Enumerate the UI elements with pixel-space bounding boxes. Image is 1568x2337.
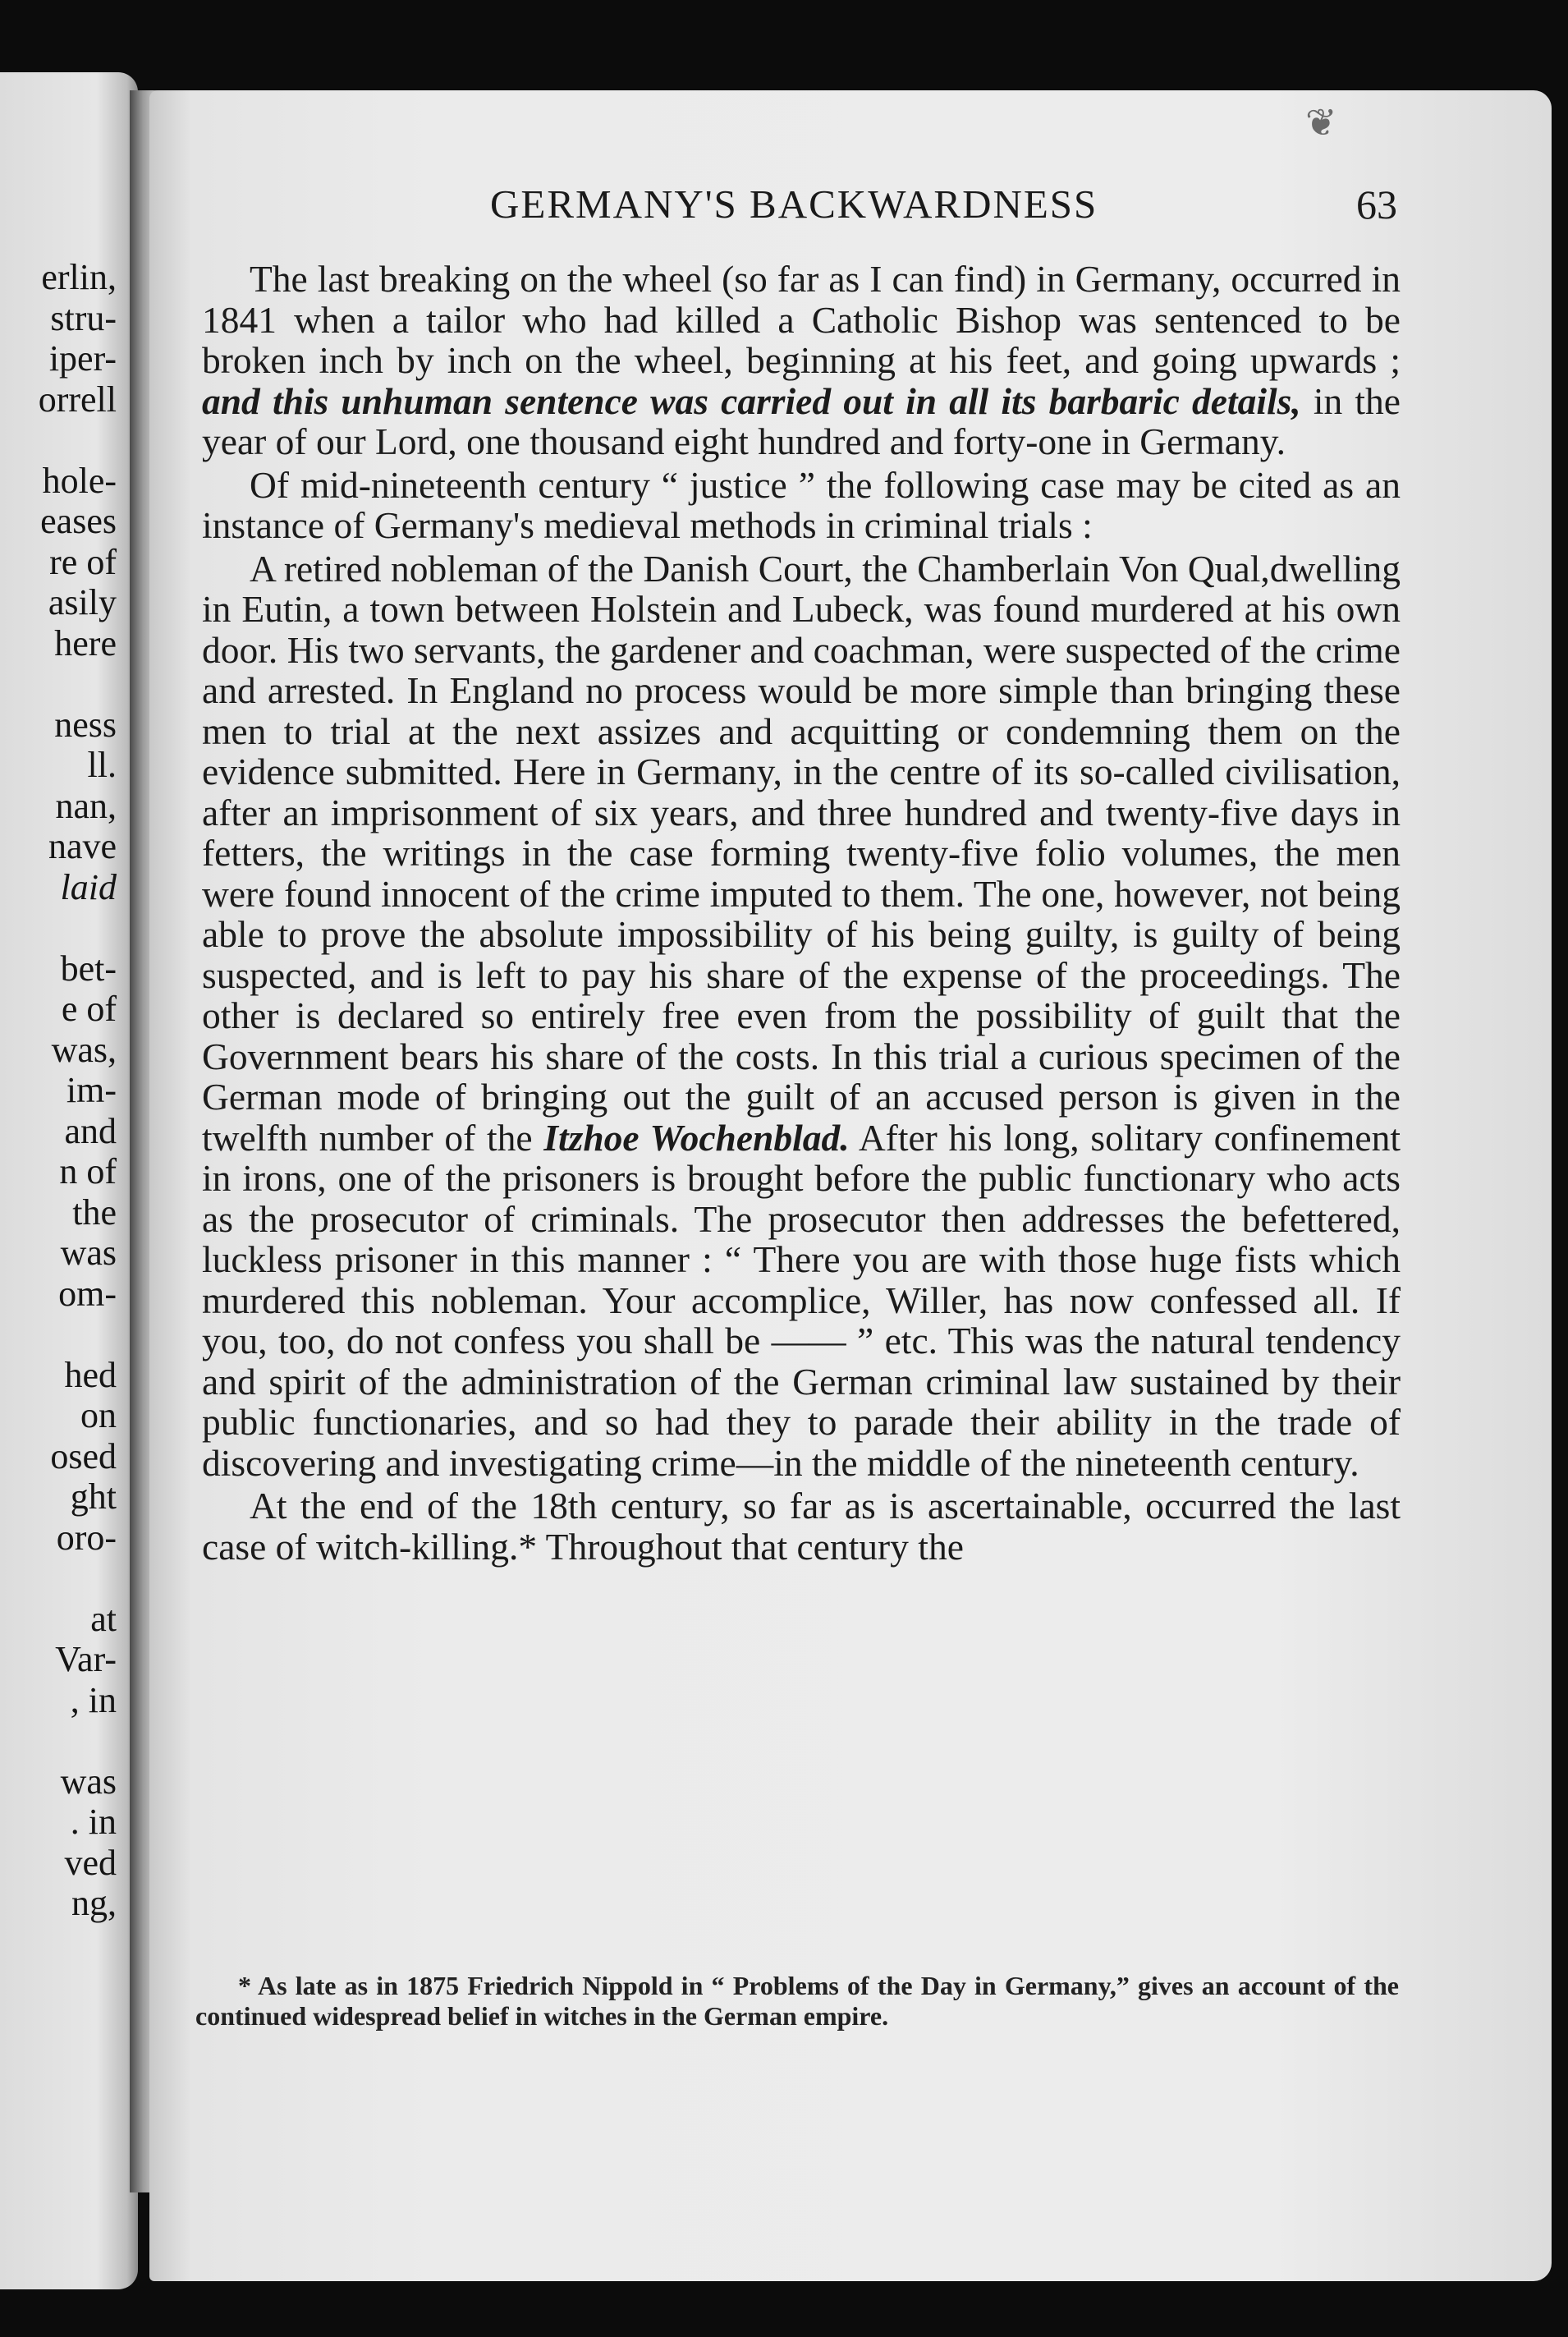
left-page-line: Var-	[55, 1639, 117, 1679]
left-page-line: stru-	[50, 297, 117, 338]
running-head: GERMANY'S BACKWARDNESS	[490, 181, 1098, 227]
paragraph-text: in the year of our Lord, one thousand eight hundred and forty-one in Germany.	[202, 379, 1401, 462]
left-page-fragment	[0, 72, 138, 2289]
left-page-line: eases	[40, 501, 117, 541]
emphasis-text: and this unhuman sentence was carried out in all its barbaric details,	[202, 379, 1301, 422]
left-page-line: laid	[60, 866, 117, 907]
paragraph-text: A retired nobleman of the Danish Court, the Chamberlain Von Qual,dwelling in Eutin, a town between Holstein and Lubeck, was found murdered at his own door. His two servants, the gardener and coachman, were suspected of the crime and arrested. In England no process would be more simple than bringing these men to trial at the next assizes and acquitting or condemning them on the evidence submitted. Here in Germany, in the centre of its so-called civilisation, after an imprisonment of six years, and three hundred and twenty-five days in fetters, the writings in the case forming twenty-five folio volumes, the men were found innocent of the crime imputed to them. The one, however, not being able to prove the absolute impossibility of his being guilty, is guilty of being suspected, and is left to pay his share of the expense of the proceedings. The other is declared so entirely free even from the possibility of guilt that the Government bears his share of the costs. In this trial a curious specimen of the German mode of bringing out the guilt of an accused person is given in the twelfth number of the	[202, 547, 1401, 1159]
left-page-line: hed	[64, 1354, 117, 1395]
left-page-line: asily	[48, 582, 117, 622]
left-page-line: here	[54, 622, 117, 663]
left-page-line: nan,	[55, 785, 117, 826]
page-blemish-icon: ❦	[1305, 102, 1337, 144]
left-page-line: ll.	[87, 745, 117, 785]
left-page-line: osed	[50, 1435, 117, 1476]
paragraph-wheel	[202, 259, 1401, 462]
left-page-line: ng,	[71, 1883, 117, 1923]
footnote-text: As late as in 1875 Friedrich Nippold in “ Problems of the Day in Germany,” gives an account of the continued widespread belief in witches in the German empire.	[195, 1971, 1399, 2031]
left-page-line: was	[60, 1233, 117, 1273]
left-page-line: , in	[70, 1679, 117, 1720]
left-page-line: om-	[58, 1273, 117, 1314]
left-page-line: ness	[54, 704, 117, 745]
left-page-line: hole-	[42, 460, 117, 501]
left-page-line: ght	[70, 1476, 117, 1517]
left-page-line: was	[60, 1761, 117, 1802]
paragraph-nobleman	[202, 549, 1401, 1484]
paragraph-text: The last breaking on the wheel (so far as I can find) in Germany, occurred in 1841 when a tailor who had killed a Catholic Bishop was sentenced to be broken inch by inch on the wheel, beginning at his feet, and going upwards ;	[202, 258, 1401, 381]
left-page-line: bet-	[60, 948, 117, 989]
left-page-line: and	[64, 1110, 117, 1151]
left-page-line: . in	[70, 1802, 117, 1842]
left-page-line: n of	[59, 1151, 117, 1191]
left-page-line: nave	[48, 826, 117, 866]
page-number: 63	[1356, 181, 1397, 227]
paragraph-text: After his long, solitary confinement in irons, one of the prisoners is brought before the public functionary who acts as the prosecutor of criminals. The prosecutor then addresses the befettered, luckless prisoner in this manner : “ There you are with those huge fists which murdered this nobleman. Your accomplice, Willer, has now confessed all. If you, too, do not confess you shall be —— ” etc. This was the natural tendency and spirit of the administration of the German criminal law sustained by their public functionaries, and so had they to parade their ability in the trade of discovering and investigating crime—in the middle of the nineteenth century.	[202, 1116, 1401, 1484]
left-page-line: was,	[51, 1029, 117, 1070]
left-page-line: at	[90, 1598, 117, 1639]
book-page	[149, 90, 1552, 2281]
left-page-line: e of	[61, 989, 117, 1029]
newspaper-title: Itzhoe Wochenblad.	[543, 1116, 850, 1159]
left-page-line: erlin,	[41, 257, 117, 297]
paragraph-justice: Of mid-nineteenth century “ justice ” the following case may be cited as an instance of Germany's medieval methods in criminal trials :	[202, 463, 1401, 546]
body-text	[202, 259, 1401, 1567]
left-page-line: re of	[49, 541, 117, 582]
paragraph-witch-killing: At the end of the 18th century, so far as is ascertainable, occurred the last case of witch-killing.* Throughout that century the	[202, 1485, 1401, 1568]
left-page-line: iper-	[48, 338, 117, 379]
left-page-line: on	[80, 1395, 117, 1435]
left-page-line: im-	[66, 1070, 117, 1110]
footnote	[195, 1971, 1399, 2032]
left-page-line: the	[72, 1191, 117, 1233]
left-page-line: ved	[64, 1842, 117, 1883]
left-page-line: orrell	[38, 379, 117, 420]
footnote-mark: *	[238, 1971, 251, 2000]
left-page-line: oro-	[56, 1517, 117, 1558]
